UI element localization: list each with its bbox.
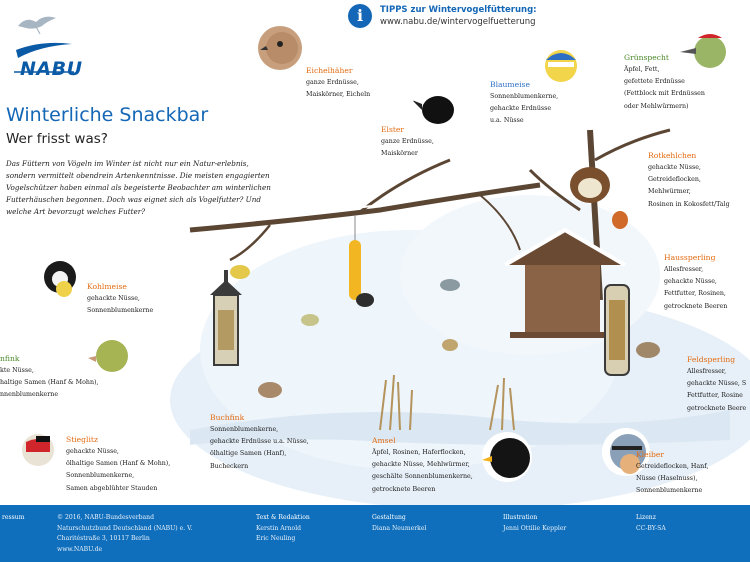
bird-name: Amsel — [372, 436, 396, 445]
bird-name: Kohlmeise — [87, 282, 127, 291]
bird-gruenspecht — [624, 53, 705, 113]
footer-illu-head: Illustration — [503, 514, 538, 521]
bird-feldsperling — [687, 355, 746, 415]
bird-name: Rotkehlchen — [648, 151, 697, 160]
bird-kohlmeise — [87, 282, 153, 317]
bird-buchfink — [210, 413, 309, 473]
footer-license-value[interactable]: CC-BY-SA — [636, 524, 666, 532]
footer-gestaltung — [372, 513, 426, 534]
info-icon: i — [348, 4, 372, 28]
bird-name: Kleiber — [636, 450, 665, 459]
bird-food: Sonnenblumenkerne, gehackte Erdnüsse u.a. Nüsse, ölhaltige Samen (Hanf), Bucheckern — [210, 426, 309, 470]
blackbird-icon — [482, 432, 532, 482]
bird-stieglitz — [66, 435, 170, 495]
bird-amsel — [372, 436, 473, 496]
footer-text-names: Kerstin Arnold Eric Neuling — [256, 524, 302, 543]
footer-design-head: Gestaltung — [372, 514, 406, 521]
footer-illustration — [503, 513, 566, 534]
bird-elster — [381, 125, 434, 160]
stork-icon — [16, 12, 58, 36]
intro-text: Das Füttern von Vögeln im Winter ist nicht nur ein Natur-erlebnis, sondern vermittelt obendrein Artenkenntnisse. Die meisten engagierten Vogelschützer haben einmal als begeisterte Beobachter am winterlichen Futterhäuschen begonnen. Doch was eignet sich als Vogelfutter? Und welche Art bevorzugt welches Futter? — [6, 159, 271, 216]
bird-name: Haussperling — [664, 253, 716, 262]
jay-icon — [258, 26, 302, 70]
footer-copyright: © 2016, NABU-Bundesverband Naturschutzbund Deutschland (NABU) e. V. Charitéstraße 3, 10117 Berlin www.NABU.de — [57, 514, 193, 553]
nabu-logo[interactable] — [6, 10, 86, 80]
eichelhaeher-portrait — [258, 26, 302, 70]
page-subtitle: Wer frisst was? — [6, 131, 108, 147]
footer-illu-names: Jenni Ottilie Keppler — [503, 524, 567, 532]
footer-impressum-link[interactable]: ressum — [2, 514, 25, 521]
tip-link[interactable]: www.nabu.de/wintervogelfuetterung — [380, 17, 536, 27]
bird-rotkehlchen — [648, 151, 730, 211]
bird-food: gehackte Nüsse, Getreideflocken, Mehlwürmer, Rosinen in Kokosfett/Talg — [648, 164, 730, 208]
page-title: Winterliche Snackbar — [6, 104, 209, 126]
goldfinch-icon — [14, 428, 58, 472]
amsel-portrait — [482, 432, 532, 482]
bird-food: Sonnenblumenkerne, gehackte Erdnüsse u.a. Nüsse — [490, 93, 559, 125]
bird-food: gehackte Nüsse, ölhaltige Samen (Hanf & Mohn), Sonnenblumenkerne, Samen abgeblühter Stauden — [66, 448, 171, 492]
footer — [0, 505, 750, 562]
footer-lizenz — [636, 513, 666, 534]
bird-name: Stieglitz — [66, 435, 98, 444]
footer-text-head: Text & Redaktion — [256, 514, 310, 521]
bird-name: Blaumeise — [490, 80, 530, 89]
bird-name: Eichelhäher — [306, 66, 353, 75]
bird-food: Äpfel, Fett, gefettete Erdnüsse (Fettblock mit Erdnüssen oder Mehlwürmern) — [624, 66, 705, 110]
bird-gruenfink — [0, 354, 98, 402]
bird-food: Äpfel, Rosinen, Haferflocken, gehackte Nüsse, Mehlwürmer, geschälte Sonnenblumenkerne, getrocknete Beeren — [372, 449, 473, 493]
footer-design-names: Diana Neumerkel — [372, 524, 427, 532]
bird-name: Buchfink — [210, 413, 245, 422]
bird-food: Getreideflocken, Hanf, Nüsse (Haselnuss), Sonnenblumenkerne — [636, 463, 709, 495]
great-tit-icon — [38, 255, 82, 299]
bird-food: gehackte Nüsse, Sonnenblumenkerne — [87, 295, 154, 315]
bird-name: Feldsperling — [687, 355, 736, 364]
bird-food: ganze Erdnüsse, Maiskörner — [381, 138, 434, 158]
kohlmeise-portrait — [38, 255, 82, 299]
bird-blaumeise — [490, 80, 558, 128]
bird-food: Allesfresser, gehackte Nüsse, Fettfutter, Rosinen, getrocknete Beeren — [664, 266, 728, 310]
footer-license-head: Lizenz — [636, 514, 656, 521]
bird-food: Allesfresser, gehackte Nüsse, S Fettfutter, Rosine getrocknete Beere — [687, 368, 747, 412]
bird-eichelhaeher — [306, 66, 370, 101]
bird-name: Elster — [381, 125, 405, 134]
bird-food: kte Nüsse, haltige Samen (Hanf & Mohn), nnenblumenkerne — [0, 367, 99, 399]
footer-text-redaktion — [256, 513, 310, 545]
bird-kleiber — [636, 450, 708, 498]
stieglitz-portrait — [14, 428, 58, 472]
logo-text: NABU — [20, 58, 83, 80]
tip-title: TIPPS zur Wintervogelfütterung: — [380, 5, 537, 15]
bird-food: ganze Erdnüsse, Maiskörner, Eicheln — [306, 79, 371, 99]
bird-haussperling — [664, 253, 727, 313]
bird-name: nfink — [0, 354, 20, 363]
bird-name: Grünspecht — [624, 53, 669, 62]
